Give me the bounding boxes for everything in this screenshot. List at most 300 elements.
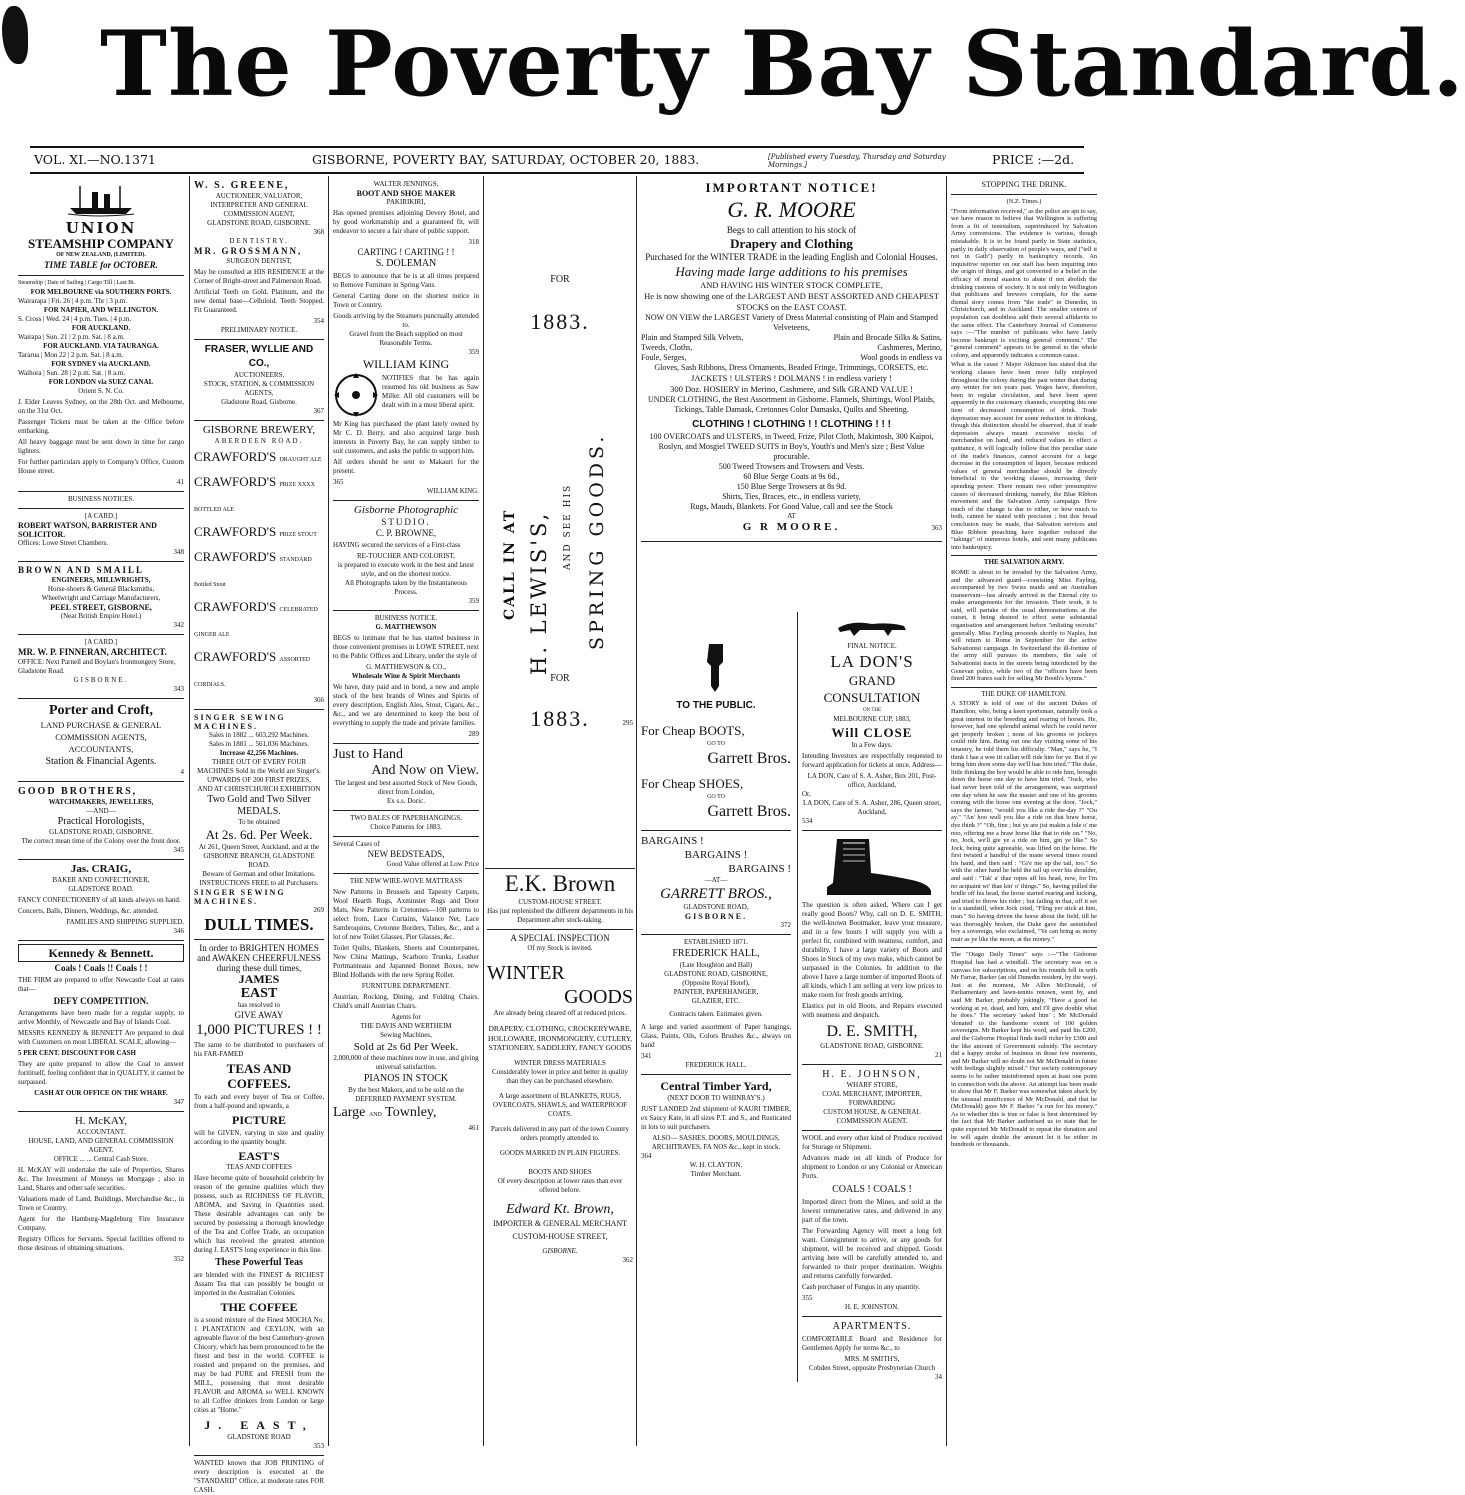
- column-2: [194, 180, 324, 1494]
- union-company: STEAMSHIP COMPANY: [27, 236, 174, 251]
- timetable-heading: TIME TABLE for OCTOBER.: [44, 260, 158, 270]
- ad-heading: GISBORNE BREWERY,: [202, 424, 316, 436]
- ad-text: AND AT CHRISTCHURCH EXHIBITION: [197, 785, 321, 793]
- ad-text: Considerably lower in price and better in quality than they can be purchased elsewhere.: [492, 1067, 628, 1085]
- ad-heading: GRAND CONSULTATION: [823, 673, 921, 705]
- crawford-brand: CRAWFORD'S: [194, 649, 277, 664]
- ad-text: Wheelwright and Carriage Manufacturers,: [41, 594, 161, 602]
- ad-number: 368: [313, 228, 324, 236]
- ad-text: Coals ! Coals !! Coals ! !: [54, 963, 148, 973]
- ad-text: A SPECIAL INSPECTION: [510, 933, 610, 943]
- ad-number: 341: [641, 1052, 652, 1060]
- ad-text: G. MATTHEWSON: [375, 623, 437, 631]
- ad-text: GLADSTONE ROAD, GISBORNE.: [820, 1042, 924, 1050]
- townley-label: Townley,: [385, 1105, 437, 1120]
- ad-text: (Opposite Royal Hotel),: [682, 979, 750, 987]
- ad-text: 5 PER CENT. DISCOUNT FOR CASH: [18, 1049, 136, 1057]
- ad-text: All heavy baggage must be sent down in time for cargo lighters.: [18, 438, 184, 455]
- garrett-ad: [641, 638, 791, 1179]
- timetable-header: Steamship | Date of Sailing | Cargo Till | Last Bt.: [18, 280, 136, 286]
- ad-text: Practical Horologists,: [57, 816, 145, 827]
- timetable-row: Waihora | Sun. 28 | 2 p.m. Sat. | 8 a.m.: [18, 369, 126, 377]
- ad-text: GLADSTONE ROAD,: [683, 903, 749, 911]
- ad-text: GLAZIER, ETC.: [691, 997, 741, 1005]
- ad-text: FOR: [550, 673, 570, 684]
- ad-text: OFFICE: Next Parnell and Boylan's Ironmongery Store, Gladstone Road.: [18, 658, 176, 675]
- ad-text: THE COFFEE: [220, 1300, 298, 1314]
- ad-text: STUDIO.: [381, 517, 431, 527]
- ad-text: Advances made on all kinds of Produce for shipment to London or any Colonial or American Ports.: [802, 1154, 942, 1180]
- ad-text: 500 Tweed Trowsers and Trowsers and Vests.: [718, 462, 865, 471]
- ad-text: TWO BALES OF PAPERHANGINGS,: [350, 814, 462, 822]
- ad-heading: WILLIAM KING: [362, 357, 450, 371]
- timetable-section: FOR SYDNEY via AUCKLAND.: [51, 360, 151, 368]
- ad-text: ACCOUNTANT.: [76, 1128, 126, 1136]
- ad-number: 534: [802, 817, 813, 825]
- ad-text: Gloves, Sash Ribbons, Dress Ornaments, Beaded Fringe, Trimmings, CORSETS, etc.: [654, 363, 929, 372]
- ad-text: BARGAINS !: [684, 849, 748, 861]
- ad-text: MELBOURNE CUP, 1883,: [833, 715, 911, 723]
- column-rule: [636, 176, 637, 1446]
- ad-heading: Central Timber Yard,: [660, 1079, 772, 1093]
- ad-text: GISBORNE.: [684, 912, 748, 921]
- ad-row: [641, 333, 942, 343]
- ad-signature: WILLIAM KING.: [426, 487, 479, 495]
- ad-text: GO TO: [707, 794, 725, 800]
- ad-text: Timber Merchant.: [690, 1170, 742, 1178]
- pointing-hand-icon: [701, 642, 731, 694]
- ad-text: Shirts, Ties, Braces, etc., in endless variety,: [722, 492, 861, 501]
- ad-text: IMPORTER & GENERAL MERCHANT: [492, 1218, 628, 1228]
- ad-text: is a sound mixture of the Finest MOCHA No. 1 PLANTATION and CEYLON, with an agreeable flavor of the best Canterbury-grown Chicory, which has been pronounced to be the finest and best in the world. COFFEE is roasted and prepared on the premises, and may be had PURE and FRESH from the MILL, possessing that most desirable FLAVOR and AROMA so WELL KNOWN to all Coffee drinkers from London or large cities at "Home.": [194, 1316, 324, 1414]
- saw-blade-icon: [333, 372, 379, 418]
- crawford-item: [194, 546, 324, 596]
- ad-text: Wholesale Wine & Spirit Merchants: [351, 672, 461, 680]
- timetable-section: FOR AUCKLAND. VIA TAURANGA.: [43, 342, 159, 350]
- ad-text: Purchased for the WINTER TRADE in the leading English and Colonial Houses.: [645, 252, 938, 262]
- ad-heading: D. E. SMITH,: [826, 1023, 918, 1040]
- and-label: AND: [368, 1112, 382, 1118]
- ad-text: BARGAINS !: [641, 835, 704, 847]
- ad-text: WANTED known that JOB PRINTING of every description is executed at the "STANDARD" Office, at moderate rates FOR CASH.: [194, 1459, 324, 1494]
- ad-cell: Plain and Brocade Silks & Satins,: [833, 333, 942, 342]
- ad-text: May be consulted at HIS RESIDENCE at the Corner of Bright-street and Palmerston Road.: [194, 268, 324, 285]
- ad-text: FANCY CONFECTIONERY of all kinds always on hand.: [18, 896, 181, 904]
- article-heading: STOPPING THE DRINK.: [981, 180, 1067, 189]
- ad-text: The correct mean time of the Colony over the front door.: [21, 837, 181, 845]
- ad-heading: IMPORTANT NOTICE!: [705, 180, 878, 195]
- racehorse-icon: [832, 616, 912, 638]
- ad-heading: And Now on View.: [371, 763, 479, 778]
- column-rule: [328, 176, 329, 1446]
- column-1: [18, 180, 184, 1448]
- ad-number: 364: [641, 1152, 652, 1160]
- ad-text: BEGS to announce that he is at all times prepared to Remove Furniture in Spring Vans.: [333, 272, 479, 289]
- ad-number: 348: [173, 548, 184, 556]
- ad-text: Mr King has purchased the plant lately owned by Mr C. D. Berry, and also acquired large bush interests in Poverty Bay, he can supply timber to suit customers, and asks the public to support him.: [333, 420, 479, 455]
- column-6: [641, 180, 942, 1448]
- place-and-date: GISBORNE, POVERTY BAY, SATURDAY, OCTOBER 20, 1883.: [312, 152, 700, 167]
- ad-number: 352: [173, 1255, 184, 1263]
- ad-signature: Edward Kt. Brown,: [506, 1201, 614, 1217]
- ad-heading: SINGER SEWING MACHINES.: [194, 713, 286, 731]
- article-text: "From information received," as the police are apt to say, we have reason to believe that Wellington is suffering from a fit of teetotalism, superinduced by Salvation Army conversions. The evidence is various, though mistakable. It is to be found partly in State statistics, partly in daily observation of people's ways, and ("tell it not in Gath") partly in bankruptcy records. An inquisitive reporter on our staff has been inquiring into the origin of things, and got converted to a belief in the efficacy of moral suasion to abate if not abolish the drinking customs of society. It is not only in Wellington that publicans and brewers complain, for the same dismal story comes from "the trade" in Dunedin, in Christchurch, and in Auckland. The smaller centres of population can doubtless add their several affidavits to the same effect. The Canterbury Journal of Commerce says :—"The number of publicans who have lately become bankrupt is exciting general comment." The "general comment" appears to be general to the whole colony, and apparently indicates a common cause.: [951, 207, 1097, 359]
- ad-year: 1883.: [530, 706, 590, 731]
- ad-text: 150 Blue Serge Trowsers at 8s 9d.: [736, 482, 847, 491]
- ad-text: All orders should be sent to Makauri for the present.: [333, 458, 479, 475]
- ad-text: Good Value offered at Low Price: [386, 860, 479, 868]
- crawford-item: [194, 646, 324, 696]
- ad-text: 300 Doz. HOSIERY in Merino, Cashmere, and Silk GRAND VALUE !: [670, 384, 913, 394]
- ad-text: UNDER CLOTHING, the Best Assortment in Gisborne. Flannels, Shirtings, Wool Plaids, Tickings, Table Damask, Cretonnes Color Damasks, Quilts and Sheeting.: [648, 395, 935, 414]
- ad-text: CUSTOM-HOUSE STREET,: [512, 1231, 608, 1241]
- ad-heading: FREDERICK HALL,: [672, 948, 760, 959]
- ad-text: THREE OUT OF EVERY FOUR MACHINES Sold in the World are Singer's.: [197, 758, 321, 775]
- ad-text: Sold at 2s 6d Per Week.: [353, 1041, 459, 1053]
- ad-number: 354: [313, 317, 324, 325]
- ad-row: [641, 353, 942, 363]
- ad-text: OFFICE ... ... Central Cash Store.: [53, 1155, 149, 1163]
- ad-heading: Kennedy & Bennett.: [18, 944, 184, 962]
- ad-text: JUST LANDED 2nd shipment of KAURI TIMBER, ex Saucy Kate, in all sizes P.T. and S., and Rusticated in lots to suit purchasers.: [641, 1105, 791, 1131]
- ad-heading: MR. W. P. FINNERAN, ARCHITECT.: [18, 647, 167, 657]
- ad-signature: G R MOORE.: [742, 521, 841, 533]
- ad-text: HAVING secured the services of a First-class: [333, 541, 461, 549]
- ad-text: Contracts taken. Estimates given.: [669, 1010, 763, 1018]
- ad-text: will be GIVEN, varying in size and quality according to the quantity bought.: [194, 1129, 324, 1146]
- ad-text: NOW ON VIEW the LARGEST Variety of Dress Material consisting of Plain and Stamped Velveteens,: [645, 313, 938, 332]
- ad-text: Agent for the Hamburg-Magdeburg Fire Insurance Company.: [18, 1215, 184, 1232]
- ad-heading: Will CLOSE: [831, 725, 913, 740]
- steamship-icon: [66, 184, 136, 216]
- ad-text: Agents for: [391, 1013, 421, 1021]
- ad-text: Passenger Tickets must be taken at the Office before embarking.: [18, 418, 184, 435]
- ad-text: Artificial Teeth on Gold, Platinum, and the new dental base—Celluloid. Teeth Stopped. Fit Guaranteed.: [194, 288, 324, 314]
- ad-vertical-spring: SPRING GOODS.: [586, 432, 608, 650]
- union-subtitle: OF NEW ZEALAND, (LIMITED).: [56, 252, 146, 258]
- ad-heading: [333, 1104, 479, 1124]
- ad-text: Has just replenished the different departments in his Department after stock-taking.: [487, 907, 633, 924]
- article-source: (N.Z. Times.): [1006, 198, 1042, 205]
- ad-cell: Wool goods in endless va: [860, 353, 942, 362]
- ad-text: We have, duty paid and in bond, a new and ample stock of the best brands of Wines and Spirits of every description, English Ales, Stout, Cigars, &c., &c., and we are determined to keep the best of everything to supply the trade and private families.: [333, 683, 479, 727]
- ad-heading: GARRETT BROS.,: [660, 886, 772, 902]
- column-rule: [483, 176, 484, 1446]
- ad-text: (Late Houghton and Hall): [679, 961, 753, 969]
- ad-text: Valuations made of Land, Buildings, Merchandise &c., in Town or Country.: [18, 1195, 184, 1212]
- ad-text: Toilet Quilts, Blankets, Sheets and Counterpanes, New China Mattings, Scarboro Trunks, Leather Portmanteaus and Japanned Bonnet Boxes, new Blind Hollands with the new Spring Roller.: [333, 944, 479, 979]
- section-heading: BUSINESS NOTICES.: [67, 495, 135, 503]
- crawford-item: [194, 596, 324, 646]
- ad-number: 41: [177, 478, 184, 486]
- ad-text: J. Elder Leaves Sydney, on the 28th Oct. and Melbourne, on the 31st Oct.: [18, 398, 184, 415]
- ad-number: 355: [802, 1294, 813, 1302]
- ad-text: NEW BEDSTEADS,: [367, 849, 445, 859]
- dateline: [30, 152, 1084, 172]
- column-rule: [189, 176, 190, 1446]
- ad-text: GLADSTONE ROAD, GISBORNE,: [664, 970, 768, 978]
- crawford-product: DRAUGHT ALE: [279, 457, 322, 463]
- ad-text: All Photographs taken by the Instantaneous Process.: [345, 579, 467, 596]
- ad-text: 2,000,000 of these machines now in use, and giving universal satisfaction.: [333, 1054, 479, 1071]
- ad-cell: Cashmeres, Merino,: [877, 343, 942, 352]
- ad-heading: COALS ! COALS !: [832, 1184, 912, 1195]
- ad-text: Cobden Street, opposite Presbyterian Church: [808, 1364, 936, 1372]
- ad-heading: GOODS: [564, 986, 633, 1008]
- ad-heading: WINTER: [487, 962, 565, 984]
- ad-text: AT: [787, 512, 796, 520]
- crawford-product: STANDARD Bottled Stout: [194, 557, 312, 588]
- column-3: [333, 180, 479, 1448]
- ad-text: GO TO: [707, 741, 725, 747]
- ad-text: 1,000 PICTURES ! !: [196, 1022, 322, 1038]
- ad-text: PEEL STREET, GISBORNE,: [50, 603, 152, 612]
- ad-number: 365: [333, 478, 344, 486]
- ad-text: Offices: Lowe Street Chambers.: [18, 539, 109, 547]
- ad-text: Station & Financial Agents.: [45, 756, 157, 767]
- ad-number: 318: [468, 238, 479, 246]
- ad-text: PAINTER, PAPERHANGER,: [673, 988, 759, 996]
- crawford-brand: CRAWFORD'S: [194, 599, 277, 614]
- ad-text: Arrangements have been made for a regular supply, to arrive Monthly, of Newcastle and Bay of Islands Coal.: [18, 1009, 184, 1026]
- ad-heading: FRASER, WYLLIE AND CO.,: [204, 344, 314, 369]
- ad-heading: ROBERT WATSON, BARRISTER AND SOLICITOR.: [18, 521, 157, 539]
- ad-text: GLADSTONE ROAD.: [68, 885, 134, 893]
- ad-text: CASH AT OUR OFFICE ON THE WHARF.: [34, 1089, 168, 1097]
- ad-text: TEAS AND COFFEES: [226, 1163, 292, 1171]
- ad-heading: TO THE PUBLIC.: [676, 700, 756, 711]
- crawford-product: ASSORTED CORDIALS.: [194, 657, 311, 688]
- timetable-section: FOR MELBOURNE via SOUTHERN PORTS.: [30, 288, 172, 296]
- newspaper-title: The Poverty Bay Standard.: [100, 11, 1465, 117]
- ad-number: 21: [935, 1051, 942, 1059]
- ad-row: [641, 343, 942, 353]
- crawford-brand: CRAWFORD'S: [194, 474, 277, 489]
- crawford-brand: CRAWFORD'S: [194, 449, 277, 464]
- ad-text: FORWARDING: [848, 1099, 896, 1107]
- ad-vertical-see: AND SEE HIS: [563, 483, 573, 570]
- ad-number: 359: [468, 348, 479, 356]
- ad-number: 289: [468, 730, 479, 738]
- ladon-ad: [797, 612, 942, 1382]
- ad-text: Or,: [802, 790, 811, 798]
- ad-text: AUCTIONEER, VALUATOR,: [215, 192, 303, 200]
- masthead: [0, 0, 1465, 125]
- ad-number: 367: [313, 407, 324, 415]
- ad-text: TEAS AND COFFEES.: [226, 1061, 292, 1091]
- ad-text: (NEXT DOOR TO WHINRAY'S.): [667, 1094, 765, 1102]
- ad-text: FAMILIES AND SHIPPING SUPPLIED.: [66, 918, 184, 926]
- ad-text: is prepared to execute work in the best and latest style, and on the shortest notice.: [337, 561, 475, 578]
- ad-text: ESTABLISHED 1871.: [684, 938, 748, 946]
- ad-heading: WALTER JENNINGS,: [373, 180, 439, 188]
- ad-text: Has opened premises adjoining Devery Hotel, and by good workmanship and a guaranteed fit, will endeavor to secure a fair share of public support.: [333, 209, 479, 235]
- article-text: A STORY is told of one of the ancient Dukes of Hamilton, who, being a keen sportsman, naturally took a great interest in the breeding and rearing of horses. He, however, had one splendid animal which he could never get properly broken ; none of his grooms or jockeys could ride him. Being out one day visiting some of his tenantry, he told them his difficulty. "Man," says he, "I think I hae a wee tit callan will ride him for ye. But if ye bring him doon some day we'll hae him tried." The duke, little thinking the boy would be able to ride him, brought down the horse one day to have him tried. "Jock, who had never been told of the arrangement, was surprised one day when he saw the master and one of his grooms coming with the horse one evening at the door. "Jock," says the farmer, "would you like a ride the-day ?" "Ou ay." "An' hoo wull you like a ride on that braw horse, dye think ?" "Oh, fine ; but ye are jist makin a fule o' me noo, offering me a braw horse like that to ride on." "No, no, Jock, we'll gie ye a ride on him, gin ye like." So Jock, being quite agreeable, was lifted on the horse. He first twisted a handful of the mane several times round his hand, and then said : "Gi'e me up the tail, too." So with the other hand he held the tail up over his shoulder, and said : "Tak' a' thae ropes aff his head, now, for I'm no acquaint wi' thae kin' o' things." So, having pulled the bridle off his head, the horse started rearing and kicking, and tried to throw his rider ; but failing in that, off it set to a standstill, when Jock cried, "Fling yer stick at him, man." So having driven the horse about the field, till he was thoroughly broken, the Duke gave the astonished boy a sovereign, who exclaimed, "Ye can bring as mony mair as ye like the moon, at the money.": [951, 700, 1097, 943]
- ad-signature: H. E. JOHNSTON.: [844, 1303, 900, 1311]
- ad-text: General Carting done on the shortest notice in Town or Country.: [333, 292, 479, 309]
- ad-text: ALSO— SASHES, DOORS, MOULDINGS, ARCHITRAVES, FA NOS &c., kept in stock.: [651, 1134, 781, 1151]
- ad-text: WINTER DRESS MATERIALS: [514, 1058, 606, 1067]
- ad-text: HOUSE, LAND, AND GENERAL COMMISSION AGENT.: [28, 1137, 174, 1154]
- ad-text: To be obtained: [238, 818, 280, 826]
- ad-text: Beware of German and other Imitations.: [202, 870, 316, 878]
- ad-text: EAST: [240, 986, 278, 1001]
- ad-text: He is now showing one of the LARGEST AND BEST ASSORTED AND CHEAPEST STOCKS on the EAST COAST.: [644, 291, 939, 312]
- timetable-section: FOR NAPIER, AND WELLINGTON.: [43, 306, 159, 314]
- ad-text: Intending Investors are respectfully requested to forward application for tickets at once. Address—: [802, 752, 942, 769]
- ad-number: 4: [180, 768, 184, 776]
- ad-number: 343: [173, 685, 184, 693]
- ad-text: Cash purchaser of Fungus in any quantity.: [802, 1283, 920, 1291]
- ad-vertical-call: CALL IN AT: [502, 508, 518, 620]
- ad-heading: Porter and Croft,: [48, 703, 154, 718]
- ad-heading: GOOD BROTHERS,: [18, 786, 138, 797]
- ad-text: Sales in 1882 ... 603,292 Machines.: [209, 731, 309, 739]
- ad-text: J. EAST,: [204, 1418, 314, 1432]
- ad-text: Gladstone Road, Gisborne.: [221, 398, 297, 406]
- ad-cell: Foule, Serges,: [641, 353, 687, 362]
- ad-number: 345: [173, 846, 184, 854]
- union-heading: UNION: [65, 219, 137, 237]
- ad-number: 342: [173, 621, 184, 629]
- article-text: What is the cause ? Major Atkinson has stated that the working classes have been more fully employed throughout the colony during the past winter than during any winter for ten years past. Wages have, therefore, been in regular circulation, and have been spent apparently in the customary channels, excepting this one item of decreased consumption of drink. Trade depression may account for some reduction in drinking, though this distinction should be observed, that if trade depression always meant excessive stocks of merchandise on hand, and reduced values to effect a quittance, it will logically follow that this peculiar state of the trade's finances, cannot account for a large decrease in the consumption of liquor, because reduced values of general merchandise should be directly beneficial to the working classes, increasing their spending power. There remain two other presumptive causes of decreased drinking, namely, the Blue Ribbon movement and the Salvation Army campaign. How much of the change is due to either, or how much to both, cannot be stated with precision ; but this broad conclusion may be made, that Salvation services and Blue Ribbon preaching have together reduced the "takings" of numerous hotels, and sent many publicans into bankruptcy.: [951, 361, 1097, 551]
- ad-text: By the best Makers, and to be sold on the DEFERRED PAYMENT SYSTEM.: [348, 1086, 464, 1103]
- ad-text: ON THE: [862, 708, 882, 713]
- ad-text: For further particulars apply to Company's Office, Custom House street.: [18, 458, 184, 475]
- ad-number: 359: [468, 597, 479, 605]
- article-text: The "Otago Daily Times" says :—"The Gisborne Hospital has had a windfall. The secretary was on a canvass for subscriptions, and on his rounds fell in with Mr Farrar, Barker (an old Dunedin resident, by the way). Just at the moment, Mr Allen McDonald, of Parliamentary and lawn-tennis renown, went by, and said Mr Barker, probably jokingly, "Have a good fat working at ye, dead, and him, and I'll give double what he does." The secretary 'asked him' ; Mr McDonald 'donated' to the handsome extent of 100 golden sovereigns. Mr Barker kept his word, and paid his £200, and the Gisborne Hospital finds itself richer by £300 and the like amount of Government subsidy. The secretary did a happy stroke of business in those few moments, and Mr Barker will no doubt not Mr McDonald in future with feelings slightly mixed." Our society contemporary seems to be rather misinformed upon at least one point in connection with the above. An attempt has been made to show that Mr F. Barker was somewhat taken aback by the unusual munificence of Mr McDonald, and that he (McDonald) gave Mr F. Barker "a run for his money." As to whether this is true or false is best determined by the fact that Mr Barker authorised us to state that he quite expected Mr McDonald to repeat the donation and he will again double the amount let it be either in hundreds or thousands.: [951, 951, 1097, 1149]
- ad-signature: FREDERICK HALL.: [685, 1061, 747, 1069]
- ad-number: 34: [935, 1373, 942, 1381]
- column-5: [487, 870, 633, 1448]
- ad-number: 372: [780, 921, 791, 929]
- timetable-note: Orient S. N. Co.: [78, 387, 124, 395]
- ad-text: FINAL NOTICE.: [847, 642, 897, 650]
- ad-text: BAKER AND CONFECTIONER,: [52, 876, 150, 884]
- ad-text: Of my Stock is invited.: [527, 944, 593, 952]
- crawford-product: PRIZE XXXX BOTTLED ALE: [194, 482, 315, 513]
- ad-heading: BROWN AND SMAILL: [18, 565, 145, 575]
- ad-heading: H. McKAY,: [74, 1115, 128, 1127]
- crawford-item: [194, 471, 324, 521]
- ad-text: Have become quite of household celebrity by reason of the genuine qualities which they possess, such as RICHNESS OF FLAVOR, AROMA, and Saving in Quantities used. These desirable advantages can only be secured by possessing a thorough knowledge of the Tea and Coffee Trade, an occupation which has received the greatest attention during J. EAST'S long experience in this line.: [194, 1174, 324, 1254]
- ad-text: Ex s.s. Doric.: [387, 797, 425, 805]
- column-rule: [946, 176, 947, 1446]
- ad-text: Parcels delivered in any part of the town Country orders promptly attended to.: [490, 1124, 630, 1142]
- ad-number: 347: [173, 1098, 184, 1106]
- ad-text: At 261, Queen Street, Auckland, and at the GISBORNE BRANCH, GLADSTONE ROAD.: [198, 843, 320, 869]
- ad-heading: DENTISTRY.: [229, 237, 289, 245]
- crawford-item: [194, 521, 324, 546]
- ad-number: 362: [622, 1255, 633, 1264]
- ad-text: JACKETS ! ULSTERS ! DOLMANS ! in endless variety !: [691, 373, 892, 383]
- ad-text: PAKIRIKIRI,: [386, 198, 426, 206]
- ad-text: FOR: [550, 274, 570, 285]
- ad-text: ABERDEEN ROAD.: [214, 437, 304, 445]
- ad-text: SURGEON DENTIST,: [226, 257, 292, 265]
- ad-text: DEFY COMPETITION.: [53, 996, 149, 1006]
- ad-text: GLADSTONE ROAD: [227, 1433, 291, 1441]
- ad-text: Are already being cleared off at reduced prices.: [493, 1009, 627, 1017]
- ad-text: Elastics put in old Boots, and Repairs executed with neatness and despatch.: [802, 1002, 942, 1019]
- ad-vertical-lewis: H. LEWIS'S,: [527, 510, 551, 675]
- ad-text: PICTURE: [231, 1113, 286, 1127]
- ad-text: RE-TOUCHER AND COLORIST,: [357, 552, 455, 560]
- crawford-product: CELEBRATED GINGER ALE: [194, 607, 318, 638]
- ad-heading: LA DON'S: [830, 652, 914, 671]
- ad-heading: H. E. JOHNSON,: [822, 1069, 922, 1080]
- ad-text: STOCK, STATION, & COMMISSION AGENTS,: [203, 380, 315, 397]
- large-label: Large: [333, 1105, 366, 1120]
- ad-text: Gravel from the Beach supplied on most Reasonable Terms.: [349, 330, 463, 347]
- ad-number: 461: [468, 1124, 479, 1132]
- ad-text: The largest and best assorted Stock of New Goods, direct from London,: [334, 779, 478, 796]
- ad-text: Of every description at lower rates than ever offered before.: [497, 1176, 623, 1194]
- article-heading: THE SALVATION ARMY.: [983, 558, 1065, 567]
- ad-text: INTERPRETER AND GENERAL COMMISSION AGENT,: [210, 201, 308, 218]
- ad-text: BEGS to intimate that he has started business in those convenient premises in LOWE STREET, next to the Public Offices and Library, under the style of: [333, 634, 479, 660]
- ad-text: UPWARDS OF 200 FIRST PRIZES,: [207, 776, 311, 784]
- ad-heading: FURNITURE DEPARTMENT.: [361, 982, 451, 990]
- timetable-section: FOR AUCKLAND.: [71, 324, 131, 332]
- ad-text: MESSRS KENNEDY & BENNETT Are prepared to deal with Customers on most LIBERAL SCALE, allowing—: [18, 1029, 184, 1046]
- ad-text: BOOT AND SHOE MAKER: [356, 189, 456, 198]
- ad-text: Concerts, Balls, Dinners, Weddings, &c. attended.: [18, 907, 159, 915]
- ad-text: GISBORNE.: [73, 676, 129, 684]
- ad-number: 353: [313, 1442, 324, 1450]
- ad-text: New Patterns in Brussels and Tapestry Carpets, Wool Hearth Rugs, Axminster Rugs and Door Mats, New Patterns in Cretonnes—100 patterns to select from, Lace Curtains, Valance Net, Lace Sambroquins, Cretonne Borders, Tidies, &c., and a lot of new Toilet Glasses, Pier Glasses, &c.: [333, 888, 479, 941]
- ad-cell: Plain and Stamped Silk Velvets,: [641, 333, 744, 342]
- masthead-rule-top: [30, 146, 1084, 148]
- ad-text: THE FIRM are prepared to offer Newcastle Coal at rates that—: [18, 976, 184, 993]
- ad-text: CUSTOM HOUSE, & GENERAL COMMISSION AGENT.: [823, 1108, 921, 1125]
- ad-year: 1883.: [530, 309, 590, 334]
- ad-heading: CARTING ! CARTING ! !: [357, 247, 455, 257]
- ad-text: (Near British Empire Hotel.): [60, 612, 142, 620]
- ad-heading: CLOTHING ! CLOTHING ! ! CLOTHING ! ! !: [692, 419, 891, 430]
- ad-text: Increase 42,256 Machines.: [219, 749, 299, 757]
- ad-text: To each and every buyer of Tea or Coffee, from a half-pound and upwards, a: [194, 1093, 324, 1110]
- ad-number: 366: [313, 696, 324, 704]
- article-heading: THE DUKE OF HAMILTON.: [981, 689, 1067, 698]
- ad-cell: Tweeds, Cloths,: [641, 343, 693, 352]
- price: PRICE :—2d.: [992, 152, 1075, 167]
- ad-text: CUSTOM-HOUSE STREET.: [518, 898, 602, 906]
- ad-text: 100 OVERCOATS and ULSTERS, in Tweed, Frize, Pilot Cloth, Makintosh, 300 Kaipoi, Roslyn, and Mosgiel TWEED SUITS in Boy's, Youth's and Men's size ; Best Value procurable.: [649, 432, 934, 461]
- masthead-rule-bottom: [30, 172, 1084, 174]
- ad-text: The Forwarding Agency will meet a long felt want. Consignment to arrive, or any goods for shipment, will be received and shipped. Goods arriving here will be carefully attended to, and forwarded to their proper destination. Weights and returns carefully forwarded.: [802, 1227, 942, 1280]
- ad-text: Two Gold and Two Silver MEDALS.: [207, 794, 311, 817]
- crawford-item: [194, 446, 324, 471]
- ad-text: Goods arriving by the Steamers punctually attended to.: [333, 312, 479, 329]
- ad-text: At 2s. 6d. Per Week.: [205, 827, 313, 842]
- ad-text: G. MATTHEWSON & CO.,: [366, 663, 446, 671]
- ad-text: ACCOUNTANTS,: [68, 744, 134, 754]
- ad-number: 363: [931, 524, 942, 532]
- volume-number: VOL. XI.—NO.1371: [34, 152, 156, 167]
- ad-heading: Having made large additions to his premises: [675, 264, 908, 279]
- ad-heading: Gisborne Photographic: [353, 504, 459, 516]
- ad-heading: BUSINESS NOTICE.: [374, 614, 438, 622]
- column-7: [951, 180, 1097, 1448]
- ad-text: Garrett Bros.: [707, 803, 791, 820]
- ad-heading: S. DOLEMAN: [375, 258, 437, 269]
- article-text: ROME is about to be invaded by the Salvation Army, and the advanced guard—consisting Miss Fayling, accompanied by two Swiss maids and an Australian manservant—has already arrived in the Eternal city to make arrangements for the invasion. Their work, it is said, will partake of the usual demonstrations at the outset, it being desired to effect some substantial organisation and arrangement before "enlisting recruits" generally. Miss Fayling proceeds shortly to Naples, but will return to Rome in September for the active Salvationist campaign. In Switzerland the ill-fortune of the army still pursues its members, the sale of Salvationist tracts in the streets being interdicted by the Genevan police, while two of the "officers have been fined 200 francs each for selling Mr Booth's hymns.": [951, 568, 1097, 683]
- ad-department-list: DRAPERY, CLOTHING, CROCKERYWARE, HOLLOWARE, IRONMONGERY, CUTLERY, STATIONERY, SADDLERY, FANCY GOODS: [487, 1024, 633, 1052]
- ad-text: LAND PURCHASE & GENERAL: [40, 720, 162, 730]
- ad-text: THE NEW WIRE-WOVE MATTRASS: [349, 877, 463, 885]
- ad-heading: Just to Hand: [333, 747, 403, 762]
